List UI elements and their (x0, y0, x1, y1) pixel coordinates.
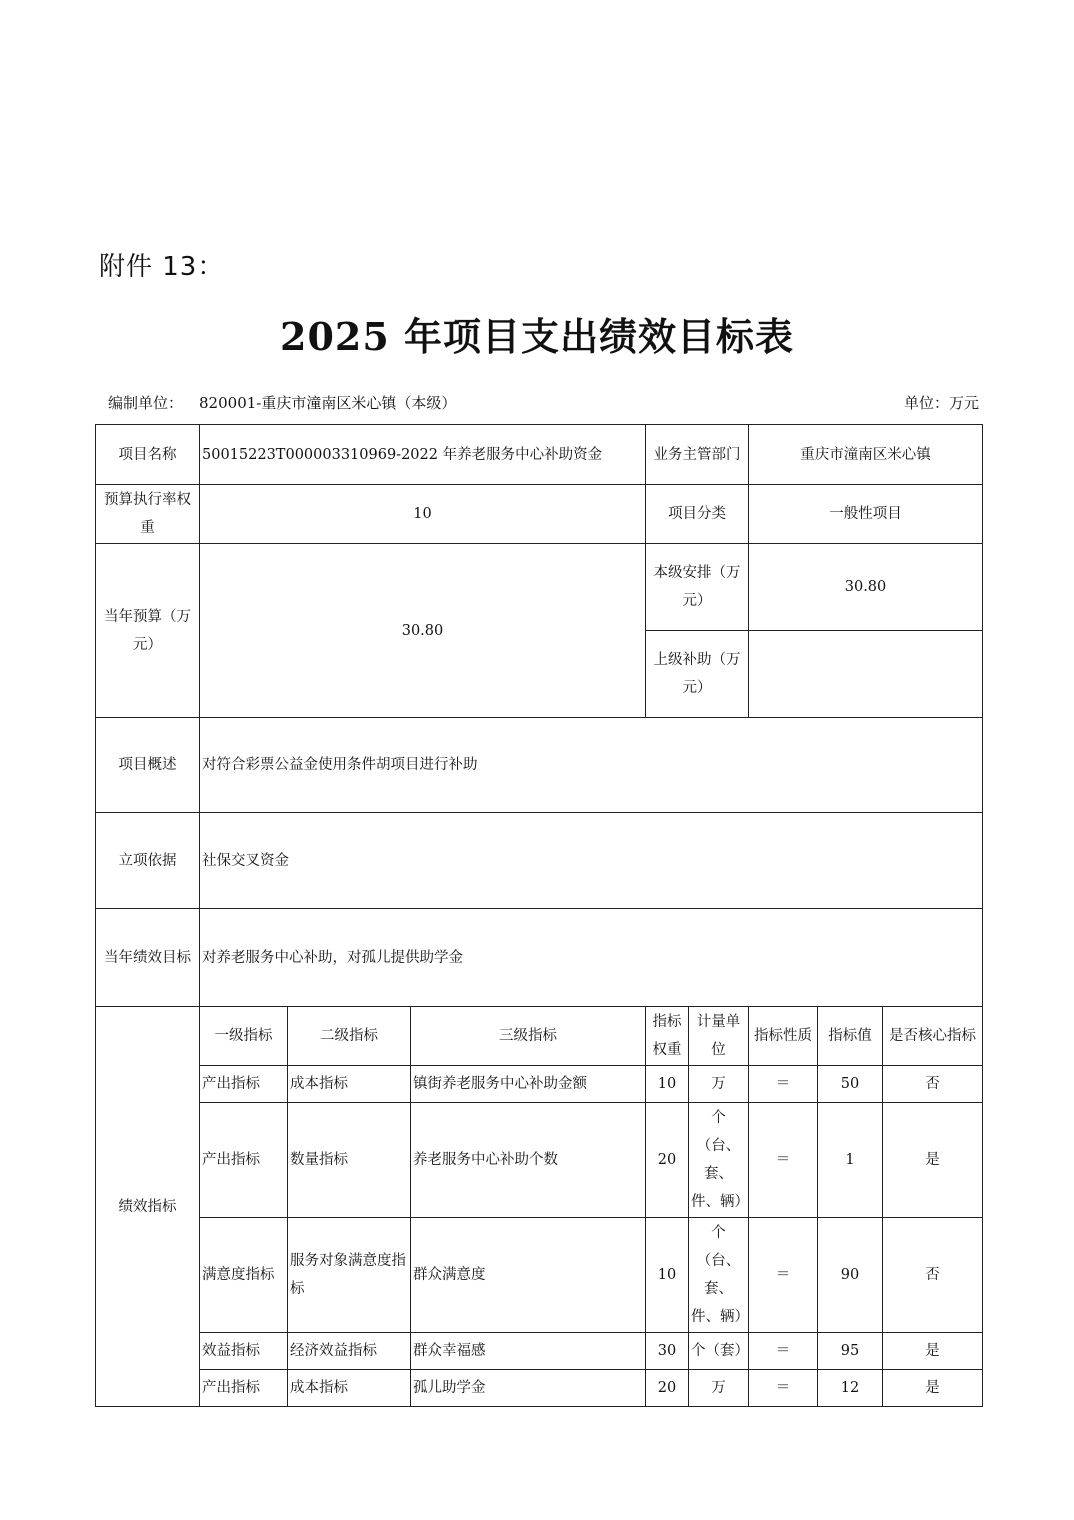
indicator-core: 是 (883, 1333, 983, 1370)
goal-value: 对养老服务中心补助，对孤儿提供助学金 (200, 909, 983, 1007)
indicator-weight: 20 (646, 1103, 689, 1218)
indicator-row (96, 1370, 983, 1407)
overview-label: 项目概述 (96, 718, 200, 813)
row-overview (96, 718, 983, 813)
indicator-unit: 万 (689, 1066, 749, 1103)
indicator-level2: 数量指标 (288, 1103, 411, 1218)
header-level2: 二级指标 (288, 1007, 411, 1066)
row-project-name (96, 425, 983, 485)
indicator-level1: 产出指标 (200, 1370, 288, 1407)
header-nature: 指标性质 (749, 1007, 818, 1066)
unit-value: 万元 (948, 394, 979, 412)
indicator-nature: ＝ (749, 1066, 818, 1103)
header-weight: 指标权重 (646, 1007, 689, 1066)
category-value: 一般性项目 (749, 485, 983, 544)
local-value: 30.80 (749, 544, 983, 631)
project-name-label: 项目名称 (96, 425, 200, 485)
indicator-unit: 个（台、套、件、辆） (689, 1218, 749, 1333)
indicator-level3: 孤儿助学金 (411, 1370, 646, 1407)
row-basis (96, 813, 983, 909)
indicator-value: 1 (818, 1103, 883, 1218)
local-label: 本级安排（万元） (646, 544, 749, 631)
indicator-nature: ＝ (749, 1218, 818, 1333)
page-title: 2025 年项目支出绩效目标表 (280, 314, 794, 359)
indicator-level2: 成本指标 (288, 1370, 411, 1407)
basis-label: 立项依据 (96, 813, 200, 909)
dept-label: 业务主管部门 (646, 425, 749, 485)
indicator-level2: 服务对象满意度指标 (288, 1218, 411, 1333)
indicator-header-row (96, 1007, 983, 1066)
indicator-row (96, 1066, 983, 1103)
annual-budget-value: 30.80 (200, 544, 646, 718)
upper-label: 上级补助（万元） (646, 631, 749, 718)
indicator-level1: 满意度指标 (200, 1218, 288, 1333)
header-level1: 一级指标 (200, 1007, 288, 1066)
overview-value: 对符合彩票公益金使用条件胡项目进行补助 (200, 718, 983, 813)
performance-table (95, 424, 983, 1407)
indicator-level1: 效益指标 (200, 1333, 288, 1370)
header-core: 是否核心指标 (883, 1007, 983, 1066)
indicator-level3: 养老服务中心补助个数 (411, 1103, 646, 1218)
row-budget-rate (96, 485, 983, 544)
indicator-weight: 20 (646, 1370, 689, 1407)
basis-value: 社保交叉资金 (200, 813, 983, 909)
indicators-label: 绩效指标 (96, 1007, 200, 1407)
indicator-row (96, 1218, 983, 1333)
header-level3: 三级指标 (411, 1007, 646, 1066)
indicator-value: 50 (818, 1066, 883, 1103)
header-unit: 计量单位 (689, 1007, 749, 1066)
indicator-unit: 万 (689, 1370, 749, 1407)
prepared-by-label: 编制单位： (108, 394, 184, 412)
indicator-level3: 群众幸福感 (411, 1333, 646, 1370)
indicator-level1: 产出指标 (200, 1103, 288, 1218)
indicator-value: 12 (818, 1370, 883, 1407)
prepared-by (108, 392, 456, 413)
indicator-core: 是 (883, 1370, 983, 1407)
indicator-nature: ＝ (749, 1103, 818, 1218)
indicator-nature: ＝ (749, 1370, 818, 1407)
prepared-by-value: 820001-重庆市潼南区米心镇（本级） (199, 394, 457, 412)
indicator-weight: 10 (646, 1218, 689, 1333)
indicator-unit: 个（套） (689, 1333, 749, 1370)
unit-label: 单位： (903, 394, 949, 412)
indicator-row (96, 1103, 983, 1218)
unit (904, 392, 979, 413)
indicator-level2: 经济效益指标 (288, 1333, 411, 1370)
budget-rate-value: 10 (200, 485, 646, 544)
indicator-core: 是 (883, 1103, 983, 1218)
indicator-value: 95 (818, 1333, 883, 1370)
budget-rate-label: 预算执行率权重 (96, 485, 200, 544)
indicator-level3: 群众满意度 (411, 1218, 646, 1333)
indicator-level3: 镇街养老服务中心补助金额 (411, 1066, 646, 1103)
indicator-core: 否 (883, 1066, 983, 1103)
attachment-label: 附件 13： (99, 252, 225, 282)
goal-label: 当年绩效目标 (96, 909, 200, 1007)
upper-value (749, 631, 983, 718)
indicator-nature: ＝ (749, 1333, 818, 1370)
indicator-core: 否 (883, 1218, 983, 1333)
header-value: 指标值 (818, 1007, 883, 1066)
indicator-weight: 10 (646, 1066, 689, 1103)
row-goal (96, 909, 983, 1007)
indicator-level2: 成本指标 (288, 1066, 411, 1103)
indicator-row (96, 1333, 983, 1370)
row-annual-budget (96, 544, 983, 631)
dept-value: 重庆市潼南区米心镇 (749, 425, 983, 485)
indicator-level1: 产出指标 (200, 1066, 288, 1103)
indicator-value: 90 (818, 1218, 883, 1333)
project-name-value: 50015223T000003310969-2022 年养老服务中心补助资金 (200, 425, 646, 485)
category-label: 项目分类 (646, 485, 749, 544)
annual-budget-label: 当年预算（万元） (96, 544, 200, 718)
indicator-weight: 30 (646, 1333, 689, 1370)
indicator-unit: 个（台、套、件、辆） (689, 1103, 749, 1218)
